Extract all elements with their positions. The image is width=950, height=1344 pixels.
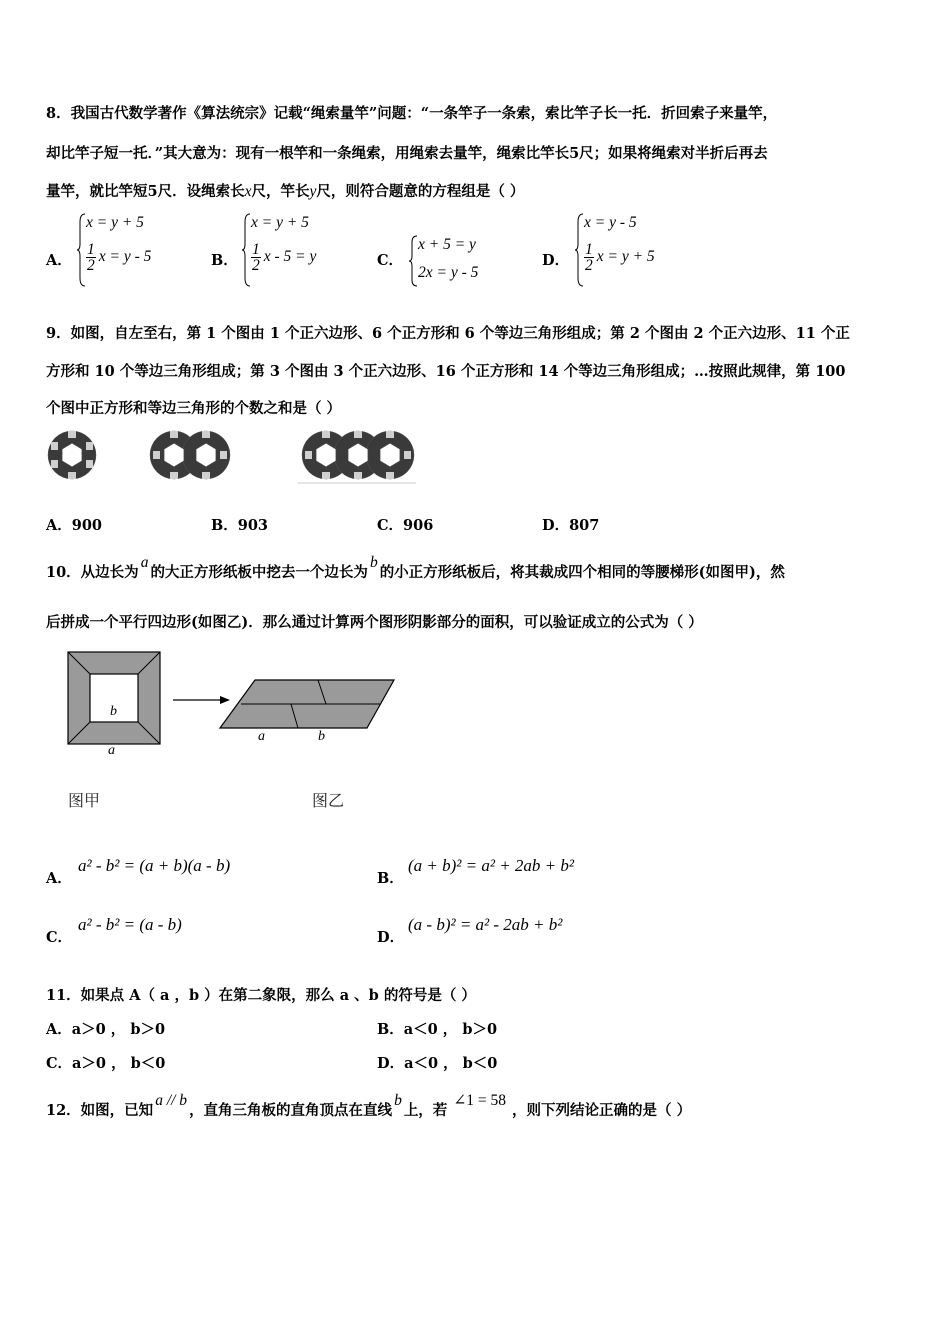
q10-option-b-label[interactable]: B．: [377, 870, 404, 887]
figure-jia: [68, 652, 160, 744]
q8-b-row1: x = y + 5: [251, 214, 309, 231]
q10-option-c-formula: a² - b² = (a - b): [78, 915, 182, 934]
brace-icon: [241, 212, 251, 288]
q12-stem: [46, 1092, 692, 1120]
arrow-right-icon: [173, 696, 230, 704]
q8-b-row2-text: x - 5 = y: [263, 248, 317, 266]
q8-a-row2-text: x = y - 5: [98, 248, 152, 266]
q8-line1: 8．我国古代数学著作《算法统宗》记载“绳索量竿”问题：“一条竿子一条索，索比竿子长一托．折回索子来量竿，: [46, 105, 778, 122]
q8-d-row1: x = y - 5: [584, 214, 637, 231]
q8-c-row1: x + 5 = y: [418, 236, 476, 253]
caption-figure-jia: 图甲: [68, 791, 101, 810]
q10-var-b: b: [369, 554, 378, 571]
q8-b-row2: [251, 242, 316, 273]
q8-option-d-label[interactable]: D．: [542, 252, 570, 269]
q11-option-c[interactable]: C．a＞0 ， b＜0: [46, 1055, 166, 1072]
q8-a-frac-den: 2: [87, 257, 95, 274]
q9-option-b[interactable]: B．903: [211, 517, 269, 534]
q12-stem-c: 上，若: [403, 1102, 448, 1119]
q11-option-d[interactable]: D．a＜0 ， b＜0: [377, 1055, 498, 1072]
q10-option-d-label[interactable]: D．: [377, 929, 405, 946]
q8-b-frac-den: 2: [252, 257, 260, 274]
q9-line3: 个图中正方形和等边三角形的个数之和是（ ）: [46, 400, 342, 417]
q8-option-a-label[interactable]: A．: [46, 252, 72, 269]
q8-d-frac-num: 1: [585, 241, 593, 258]
fig-jia-label-b: b: [110, 704, 117, 719]
q11-stem: 11．如果点 A（ a ，b ）在第二象限，那么 a 、b 的符号是（ ）: [46, 987, 476, 1004]
q12-stem-a: 12．如图，已知: [46, 1102, 154, 1119]
q8-var-x: x: [244, 183, 252, 200]
q9-line2: 方形和 10 个等边三角形组成；第 3 个图由 3 个正六边形、16 个正方形和 14 个等边三角形组成；…按照此规律，第 100: [46, 363, 846, 380]
brace-icon: [574, 212, 584, 288]
q10-option-a-formula: a² - b² = (a + b)(a - b): [78, 856, 231, 875]
q10-option-c-label[interactable]: C．: [46, 929, 73, 946]
q9-option-c[interactable]: C．906: [377, 517, 434, 534]
caption-figure-yi: 图乙: [312, 791, 345, 810]
q9-line1: 9．如图，自左至右，第 1 个图由 1 个正六边形、6 个正方形和 6 个等边三角形组成；第 2 个图由 2 个正六边形、11 个正: [46, 325, 850, 342]
q10-line1: [46, 554, 785, 582]
q8-a-row2: [86, 242, 151, 273]
q8-var-y: y: [309, 183, 317, 200]
q8-a-frac-num: 1: [87, 241, 95, 258]
q10-var-a: a: [140, 554, 149, 571]
q12-stem-d: ，则下列结论正确的是（ ）: [512, 1102, 692, 1119]
q8-line3-c: 尺，则符合题意的方程组是（ ）: [316, 183, 525, 200]
q12-stem-b: ，直角三角板的直角顶点在直线: [189, 1102, 393, 1119]
q8-d-row2: [584, 242, 655, 273]
q8-d-row2-text: x = y + 5: [596, 248, 655, 266]
q10-option-a-label[interactable]: A．: [46, 870, 72, 887]
q8-line3: [46, 180, 524, 201]
q9-option-d[interactable]: D．807: [542, 517, 600, 534]
brace-icon: [76, 212, 86, 288]
q8-line3-a: 量竿，就比竿短5尺．设绳索长: [46, 183, 245, 200]
q8-line3-b: 尺，竿长: [251, 183, 310, 200]
q8-c-row2: 2x = y - 5: [418, 264, 479, 281]
q10-line1-b: 的大正方形纸板中挖去一个边长为: [150, 564, 368, 581]
q8-b-frac-num: 1: [252, 241, 260, 258]
q12-var-b: b: [394, 1092, 402, 1109]
fig-yi-label-a: a: [258, 729, 265, 744]
q9-option-a[interactable]: A．900: [46, 517, 103, 534]
q10-option-b-formula: (a + b)² = a² + 2ab + b²: [408, 856, 574, 875]
q10-option-d-formula: (a - b)² = a² - 2ab + b²: [408, 915, 563, 934]
q9-hexagon-pattern-figure: [44, 425, 424, 485]
q10-line2: 后拼成一个平行四边形(如图乙)．那么通过计算两个图形阴影部分的面积，可以验证成立的公式为（ ）: [46, 614, 703, 631]
fig-yi-label-b: b: [318, 729, 325, 744]
q11-option-b[interactable]: B．a＜0 ， b＞0: [377, 1021, 498, 1038]
q11-option-a[interactable]: A．a＞0 ， b＞0: [46, 1021, 166, 1038]
brace-icon: [408, 234, 418, 288]
q10-line1-a: 10．从边长为: [46, 564, 139, 581]
fig-jia-label-a: a: [108, 743, 115, 758]
q8-option-c-label[interactable]: C．: [377, 252, 404, 269]
q10-line1-c: 的小正方形纸板后，将其裁成四个相同的等腰梯形(如图甲)，然: [379, 564, 785, 581]
q8-a-row1: x = y + 5: [86, 214, 144, 231]
q12-cond-parallel: a // b: [155, 1092, 188, 1109]
q12-cond-angle: ∠1 = 58: [453, 1092, 507, 1109]
figure-yi: [220, 680, 394, 728]
q8-line2: 却比竿子短一托．”其大意为：现有一根竿和一条绳索，用绳索去量竿，绳索比竿长5尺；如果将绳索对半折后再去: [46, 145, 768, 162]
q8-option-b-label[interactable]: B．: [211, 252, 238, 269]
q8-d-frac-den: 2: [585, 257, 593, 274]
